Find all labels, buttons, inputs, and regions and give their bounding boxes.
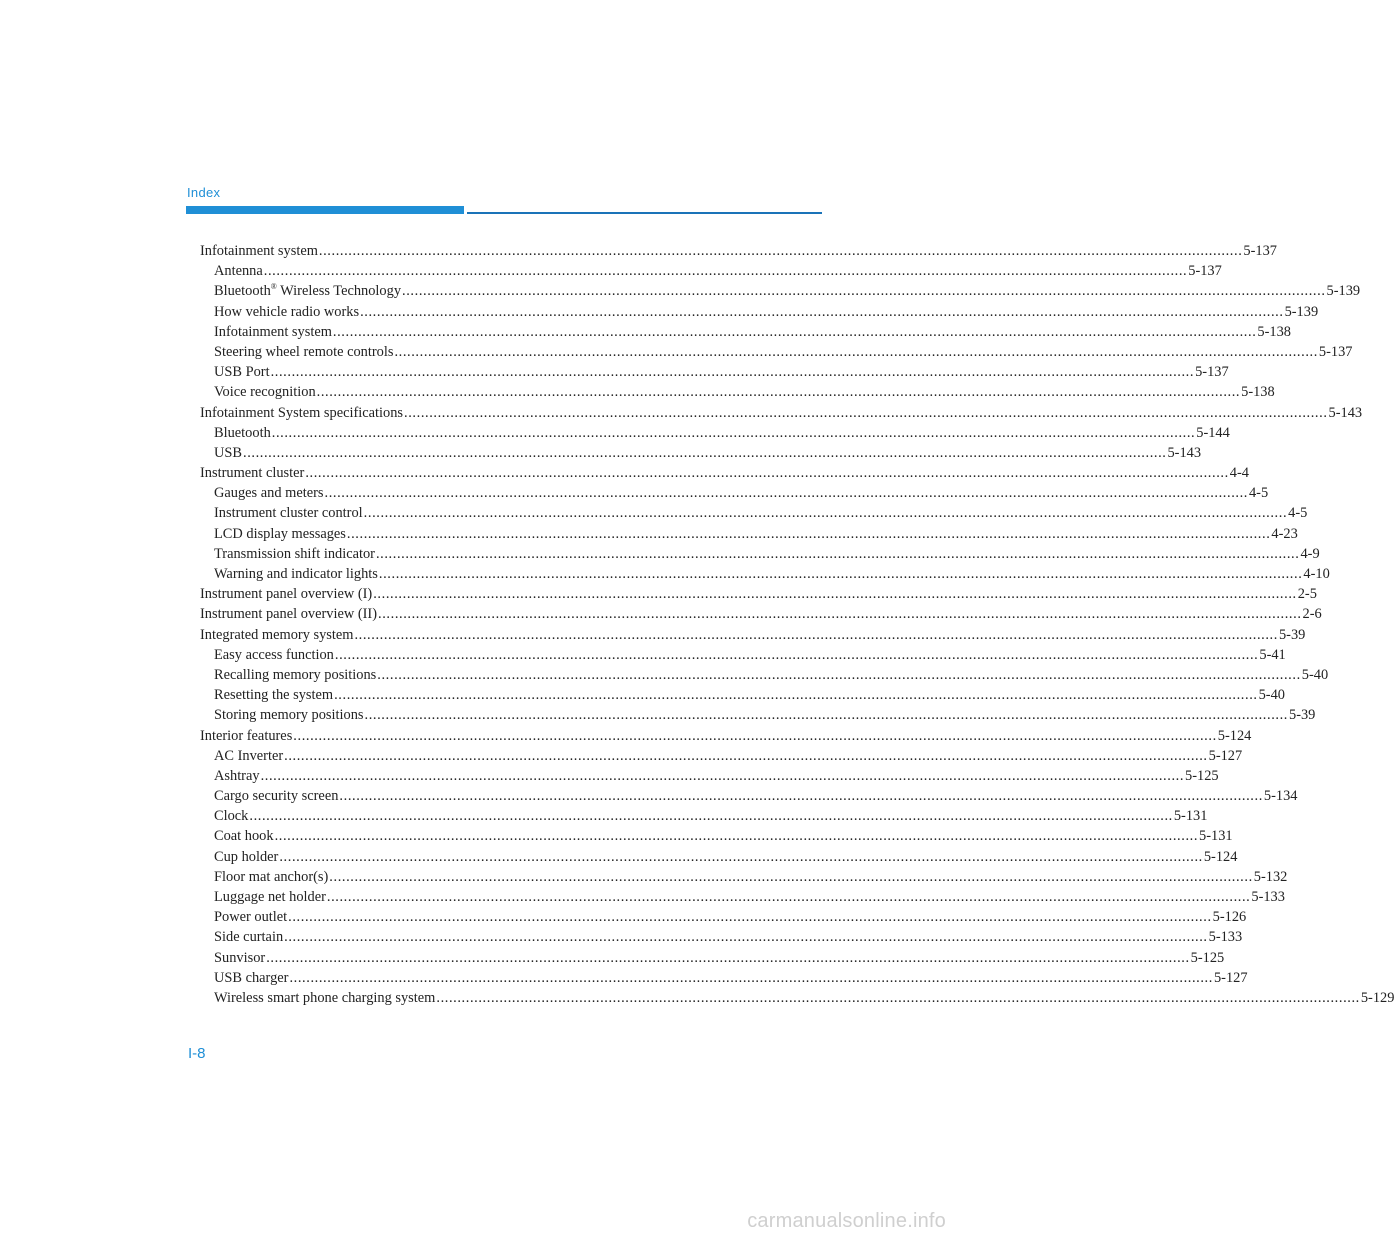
dot-leader: ............................................................................................................................................................................................................................ bbox=[274, 828, 1199, 845]
index-subentry bbox=[200, 281, 1361, 301]
index-subentry bbox=[200, 786, 1298, 806]
index-subentry bbox=[200, 847, 1238, 867]
entry-page-ref: 5-124 bbox=[1203, 848, 1238, 865]
entry-label: Clock bbox=[214, 808, 249, 825]
dot-leader: ............................................................................................................................................................................................................................ bbox=[404, 404, 1328, 421]
entry-label: Gauges and meters bbox=[214, 485, 324, 502]
entry-label: Sunvisor bbox=[214, 949, 266, 966]
index-subentry bbox=[200, 564, 1330, 584]
entry-label: Voice recognition bbox=[214, 384, 316, 401]
dot-leader: ............................................................................................................................................................................................................................ bbox=[364, 707, 1288, 724]
dot-leader: ............................................................................................................................................................................................................................ bbox=[284, 929, 1208, 946]
entry-page-ref: 4-5 bbox=[1248, 485, 1269, 502]
index-entry bbox=[200, 463, 1249, 483]
entry-label: Storing memory positions bbox=[214, 707, 364, 724]
dot-leader: ............................................................................................................................................................................................................................ bbox=[249, 808, 1173, 825]
entry-label: Coat hook bbox=[214, 828, 274, 845]
entry-label: LCD display messages bbox=[214, 525, 346, 542]
entry-page-ref: 5-134 bbox=[1263, 788, 1298, 805]
index-subentry bbox=[200, 685, 1285, 705]
registered-mark: ® bbox=[270, 282, 277, 292]
entry-label: Transmission shift indicator bbox=[214, 545, 375, 562]
entry-label: Warning and indicator lights bbox=[214, 566, 378, 582]
index-subentry bbox=[200, 907, 1247, 927]
index-subentry bbox=[200, 261, 1222, 281]
entry-label-main: Bluetooth bbox=[214, 283, 271, 300]
entry-page-ref: 5-137 bbox=[1188, 263, 1222, 280]
entry-page-ref: 5-138 bbox=[1241, 384, 1275, 401]
entry-page-ref: 5-39 bbox=[1289, 707, 1316, 724]
dot-leader: ............................................................................................................................................................................................................................ bbox=[378, 566, 1303, 582]
index-subentry bbox=[200, 826, 1233, 846]
entry-page-ref: 5-133 bbox=[1208, 929, 1243, 946]
entry-label: Infotainment system bbox=[200, 243, 318, 259]
entry-page-ref: 5-124 bbox=[1217, 727, 1252, 744]
index-subentry bbox=[200, 867, 1288, 887]
dot-leader: ............................................................................................................................................................................................................................ bbox=[436, 989, 1360, 1006]
entry-label: Power outlet bbox=[214, 909, 288, 926]
entry-label: Infotainment system bbox=[214, 323, 332, 340]
entry-page-ref: 5-143 bbox=[1328, 404, 1363, 421]
dot-leader: ............................................................................................................................................................................................................................ bbox=[266, 949, 1190, 966]
index-subentry bbox=[200, 927, 1243, 947]
dot-leader: ............................................................................................................................................................................................................................ bbox=[334, 687, 1258, 704]
index-subentry bbox=[200, 423, 1230, 443]
entry-label: How vehicle radio works bbox=[214, 303, 360, 320]
entry-page-ref: 5-139 bbox=[1284, 303, 1319, 320]
dot-leader: ............................................................................................................................................................................................................................ bbox=[334, 646, 1259, 663]
entry-page-ref: 4-5 bbox=[1288, 505, 1308, 522]
entry-page-ref: 4-10 bbox=[1303, 566, 1330, 582]
index-subentry bbox=[200, 665, 1329, 685]
entry-page-ref: 5-133 bbox=[1251, 889, 1285, 905]
index-subentry bbox=[200, 968, 1248, 988]
entry-label: Wireless smart phone charging system bbox=[214, 989, 436, 1006]
entry-page-ref: 5-125 bbox=[1190, 949, 1225, 966]
entry-page-ref: 5-143 bbox=[1167, 444, 1202, 461]
dot-leader: ............................................................................................................................................................................................................................ bbox=[243, 444, 1167, 461]
entry-label: AC Inverter bbox=[214, 747, 284, 764]
entry-page-ref: 5-137 bbox=[1243, 243, 1277, 259]
entry-label: Infotainment System specifications bbox=[200, 404, 404, 421]
entry-page-ref: 5-139 bbox=[1326, 283, 1361, 300]
dot-leader: ............................................................................................................................................................................................................................ bbox=[339, 788, 1263, 805]
entry-page-ref: 5-41 bbox=[1259, 646, 1286, 663]
page-number: I-8 bbox=[188, 1045, 206, 1062]
entry-page-ref: 5-137 bbox=[1195, 364, 1229, 381]
index-subentry bbox=[200, 948, 1225, 968]
index-subentry bbox=[200, 302, 1319, 322]
entry-label: Resetting the system bbox=[214, 687, 334, 704]
index-subentry bbox=[200, 524, 1298, 544]
dot-leader: ............................................................................................................................................................................................................................ bbox=[305, 465, 1229, 482]
entry-page-ref: 5-40 bbox=[1258, 687, 1285, 704]
index-list bbox=[200, 241, 1394, 1008]
index-subentry bbox=[200, 483, 1269, 503]
index-subentry bbox=[200, 645, 1286, 665]
dot-leader: ............................................................................................................................................................................................................................ bbox=[284, 747, 1208, 764]
entry-label: Recalling memory positions bbox=[214, 666, 377, 683]
index-entry bbox=[200, 604, 1322, 624]
entry-label: Cup holder bbox=[214, 848, 279, 865]
entry-page-ref: 5-39 bbox=[1278, 626, 1306, 643]
dot-leader: ............................................................................................................................................................................................................................ bbox=[394, 343, 1318, 360]
entry-page-ref: 5-131 bbox=[1199, 828, 1233, 845]
entry-label: USB charger bbox=[214, 969, 289, 986]
entry-label: Antenna bbox=[214, 263, 263, 280]
entry-label: Luggage net holder bbox=[214, 889, 326, 905]
dot-leader: ............................................................................................................................................................................................................................ bbox=[288, 909, 1212, 926]
index-entry bbox=[200, 584, 1317, 604]
index-subentry bbox=[200, 988, 1394, 1008]
dot-leader: ............................................................................................................................................................................................................................ bbox=[360, 303, 1284, 320]
entry-page-ref: 5-144 bbox=[1196, 424, 1230, 441]
entry-page-ref: 5-127 bbox=[1208, 747, 1243, 764]
entry-page-ref: 5-129 bbox=[1360, 989, 1394, 1006]
entry-label: Interior features bbox=[200, 727, 293, 744]
entry-label: USB Port bbox=[214, 364, 270, 381]
entry-page-ref: 5-137 bbox=[1318, 343, 1353, 360]
dot-leader: ............................................................................................................................................................................................................................ bbox=[316, 384, 1241, 401]
entry-label: Floor mat anchor(s) bbox=[214, 868, 329, 885]
index-subentry bbox=[200, 766, 1219, 786]
dot-leader: ............................................................................................................................................................................................................................ bbox=[329, 868, 1253, 885]
dot-leader: ............................................................................................................................................................................................................................ bbox=[318, 243, 1243, 259]
index-subentry bbox=[200, 806, 1208, 826]
entry-label-rest: Wireless Technology bbox=[276, 283, 402, 300]
dot-leader: ............................................................................................................................................................................................................................ bbox=[363, 505, 1288, 522]
index-subentry bbox=[200, 705, 1316, 725]
index-entry bbox=[200, 241, 1277, 261]
dot-leader: ............................................................................................................................................................................................................................ bbox=[270, 364, 1195, 381]
entry-page-ref: 5-127 bbox=[1213, 969, 1248, 986]
entry-page-ref: 5-138 bbox=[1257, 323, 1291, 340]
index-subentry bbox=[200, 503, 1308, 523]
dot-leader: ............................................................................................................................................................................................................................ bbox=[378, 606, 1302, 623]
watermark: carmanualsonline.info bbox=[747, 1210, 946, 1232]
entry-page-ref: 2-6 bbox=[1302, 606, 1322, 623]
dot-leader: ............................................................................................................................................................................................................................ bbox=[260, 767, 1185, 784]
entry-page-ref: 5-132 bbox=[1253, 868, 1288, 885]
dot-leader: ............................................................................................................................................................................................................................ bbox=[346, 525, 1271, 542]
entry-page-ref: 4-4 bbox=[1229, 465, 1249, 482]
entry-page-ref: 5-125 bbox=[1185, 767, 1219, 784]
entry-label: Cargo security screen bbox=[214, 788, 339, 805]
index-subentry bbox=[200, 887, 1285, 907]
dot-leader: ............................................................................................................................................................................................................................ bbox=[332, 323, 1257, 340]
dot-leader: ............................................................................................................................................................................................................................ bbox=[402, 283, 1326, 300]
entry-page-ref: 4-23 bbox=[1271, 525, 1298, 542]
index-subentry bbox=[200, 746, 1243, 766]
index-entry bbox=[200, 726, 1252, 746]
entry-label: Bluetooth bbox=[214, 424, 271, 441]
dot-leader: ............................................................................................................................................................................................................................ bbox=[375, 545, 1300, 562]
entry-page-ref: 4-9 bbox=[1300, 545, 1320, 562]
entry-label: Instrument cluster bbox=[200, 465, 305, 482]
index-entry bbox=[200, 403, 1363, 423]
dot-leader: ............................................................................................................................................................................................................................ bbox=[324, 485, 1248, 502]
entry-page-ref: 5-40 bbox=[1301, 666, 1329, 683]
index-subentry bbox=[200, 322, 1291, 342]
dot-leader: ............................................................................................................................................................................................................................ bbox=[279, 848, 1203, 865]
header-rule-accent bbox=[186, 206, 464, 214]
dot-leader: ............................................................................................................................................................................................................................ bbox=[373, 586, 1297, 603]
entry-label: Ashtray bbox=[214, 767, 260, 784]
dot-leader: ............................................................................................................................................................................................................................ bbox=[289, 969, 1213, 986]
entry-label: Steering wheel remote controls bbox=[214, 343, 394, 360]
dot-leader: ............................................................................................................................................................................................................................ bbox=[271, 424, 1196, 441]
entry-label: Side curtain bbox=[214, 929, 284, 946]
entry-label bbox=[214, 281, 401, 301]
index-subentry bbox=[200, 362, 1229, 382]
index-subentry bbox=[200, 544, 1320, 564]
entry-label: Instrument panel overview (I) bbox=[200, 586, 373, 603]
entry-label: Instrument panel overview (II) bbox=[200, 606, 378, 623]
entry-label: USB bbox=[214, 444, 242, 461]
entry-page-ref: 5-131 bbox=[1173, 808, 1208, 825]
dot-leader: ............................................................................................................................................................................................................................ bbox=[326, 889, 1251, 905]
entry-label: Easy access function bbox=[214, 646, 334, 663]
index-subentry bbox=[200, 382, 1275, 402]
dot-leader: ............................................................................................................................................................................................................................ bbox=[293, 727, 1217, 744]
entry-page-ref: 5-126 bbox=[1212, 909, 1247, 926]
entry-label: Instrument cluster control bbox=[214, 505, 363, 522]
dot-leader: ............................................................................................................................................................................................................................ bbox=[377, 666, 1301, 683]
entry-page-ref: 2-5 bbox=[1297, 586, 1317, 603]
index-subentry bbox=[200, 443, 1202, 463]
dot-leader: ............................................................................................................................................................................................................................ bbox=[263, 263, 1188, 280]
index-entry bbox=[200, 625, 1306, 645]
index-subentry bbox=[200, 342, 1353, 362]
dot-leader: ............................................................................................................................................................................................................................ bbox=[354, 626, 1278, 643]
entry-label: Integrated memory system bbox=[200, 626, 354, 643]
section-title: Index bbox=[187, 185, 221, 200]
header-rule-line bbox=[467, 212, 822, 214]
